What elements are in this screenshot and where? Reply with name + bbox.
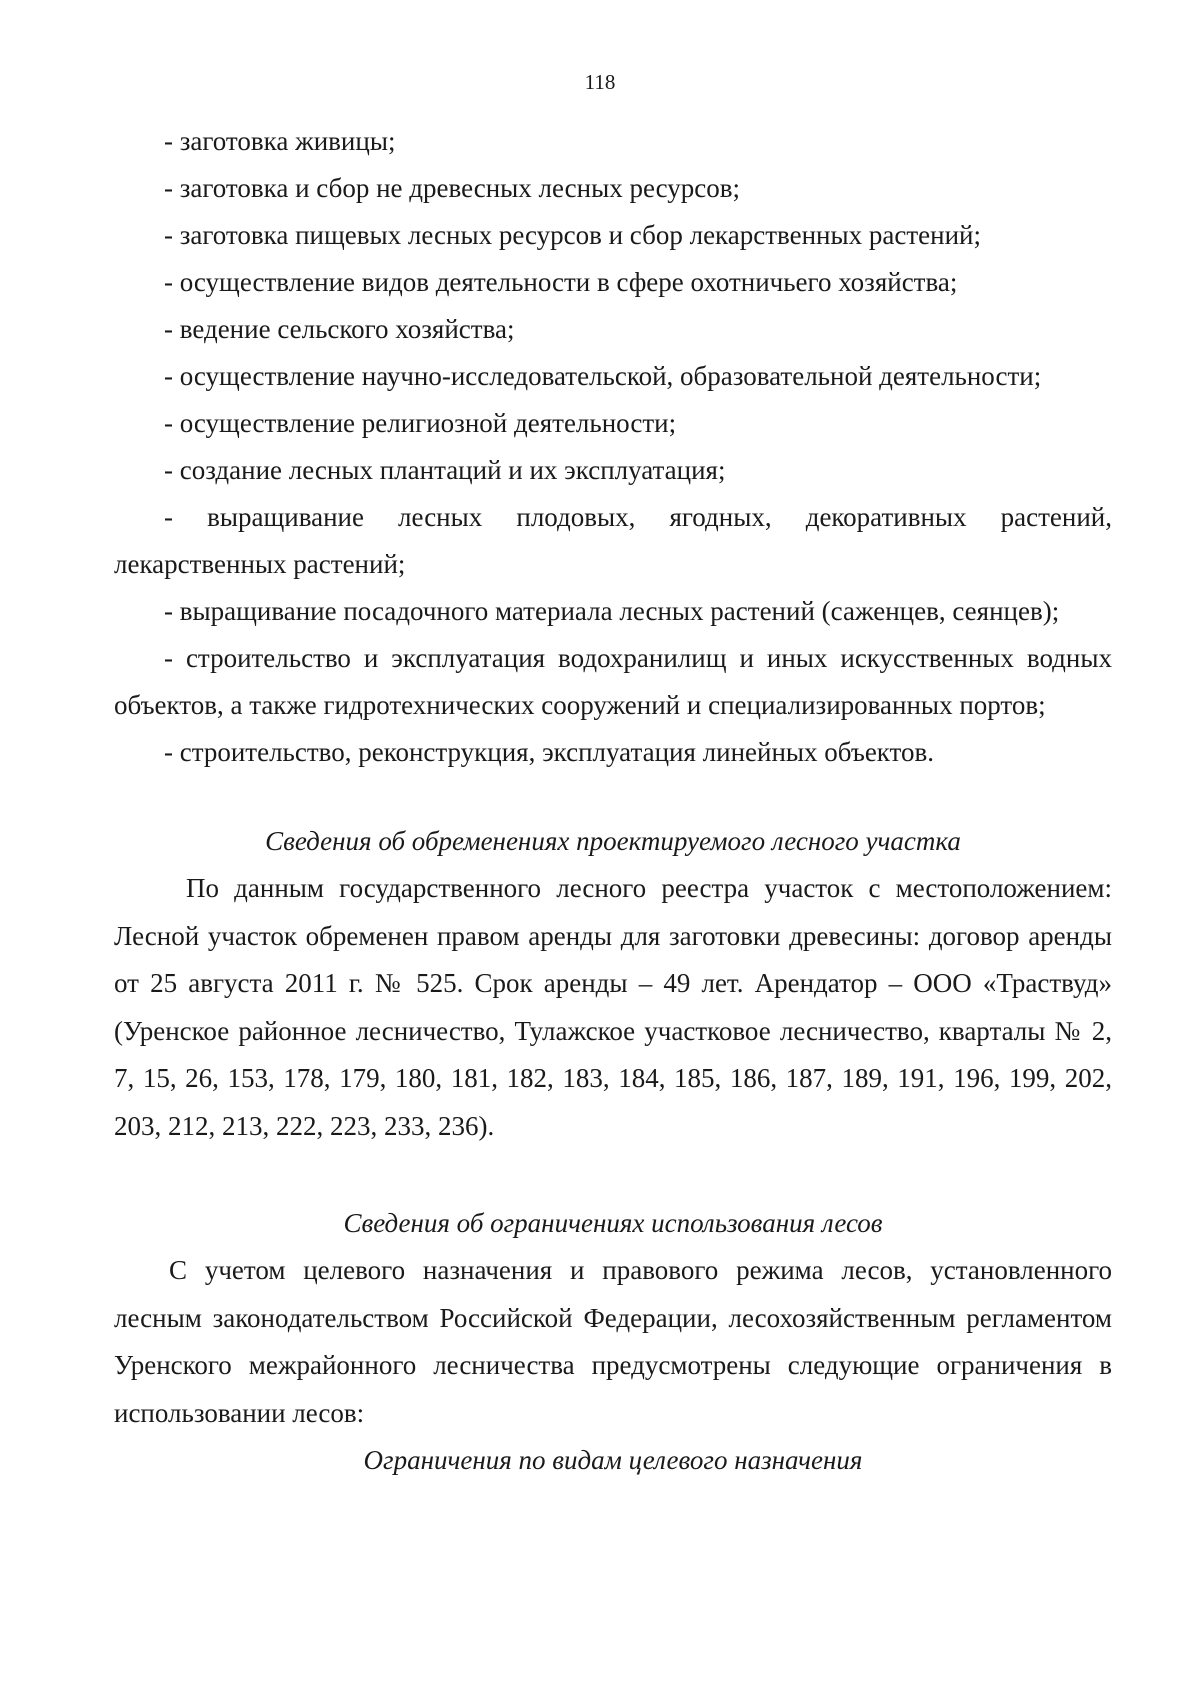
- list-item: - строительство, реконструкция, эксплуатация линейных объектов.: [164, 737, 935, 767]
- section-heading: Сведения об ограничениях использования лесов: [343, 1208, 883, 1238]
- list-item: - заготовка пищевых лесных ресурсов и сбор лекарственных растений;: [164, 220, 982, 250]
- restrictions-paragraph: С учетом целевого назначения и правового режима лесов, установленного лесным законодательством Российской Федерации, лесохозяйственным регламентом Уренского межрайонного лесничества предусмотрены следующие ограничения в использовании лесов:: [114, 1255, 1112, 1428]
- encumbrances-section: [114, 818, 1112, 1150]
- list-item: - осуществление научно-исследовательской, образовательной деятельности;: [164, 361, 1042, 391]
- list-item: - строительство и эксплуатация водохранилищ и иных искусственных водных объектов, а также гидротехнических сооружений и специализированных портов;: [114, 643, 1112, 720]
- section-spacer: [114, 776, 1112, 818]
- section-subheading: Ограничения по видам целевого назначения: [363, 1445, 863, 1475]
- list-item: - выращивание посадочного материала лесных растений (саженцев, сеянцев);: [164, 596, 1060, 626]
- document-body: [114, 118, 1112, 1484]
- list-item: - выращивание лесных плодовых, ягодных, декоративных растений, лекарственных растений;: [114, 502, 1112, 579]
- list-item: - заготовка и сбор не древесных лесных ресурсов;: [164, 173, 741, 203]
- list-item: - создание лесных плантаций и их эксплуатация;: [164, 455, 726, 485]
- page-number: 118: [584, 70, 616, 94]
- permitted-uses-list: [114, 118, 1112, 776]
- section-spacer: [114, 1150, 1112, 1200]
- list-item: - заготовка живицы;: [164, 126, 396, 156]
- list-item: - осуществление видов деятельности в сфере охотничьего хозяйства;: [164, 267, 958, 297]
- list-item: - ведение сельского хозяйства;: [164, 314, 515, 344]
- restrictions-section: [114, 1200, 1112, 1484]
- section-heading: Сведения об обременениях проектируемого лесного участка: [265, 826, 961, 856]
- encumbrances-paragraph: По данным государственного лесного реестра участок с местоположением: Лесной участок обременен правом аренды для заготовки древесины: договор аренды от 25 августа 2011 г. № 525. Срок аренды – 49 лет. Арендатор – ООО «Траствуд» (Уренское районное лесничество, Тулажское участковое лесничество, кварталы № 2, 7, 15, 26, 153, 178, 179, 180, 181, 182, 183, 184, 185, 186, 187, 189, 191, 196, 199, 202, 203, 212, 213, 222, 223, 233, 236).: [114, 873, 1112, 1141]
- list-item: - осуществление религиозной деятельности;: [164, 408, 677, 438]
